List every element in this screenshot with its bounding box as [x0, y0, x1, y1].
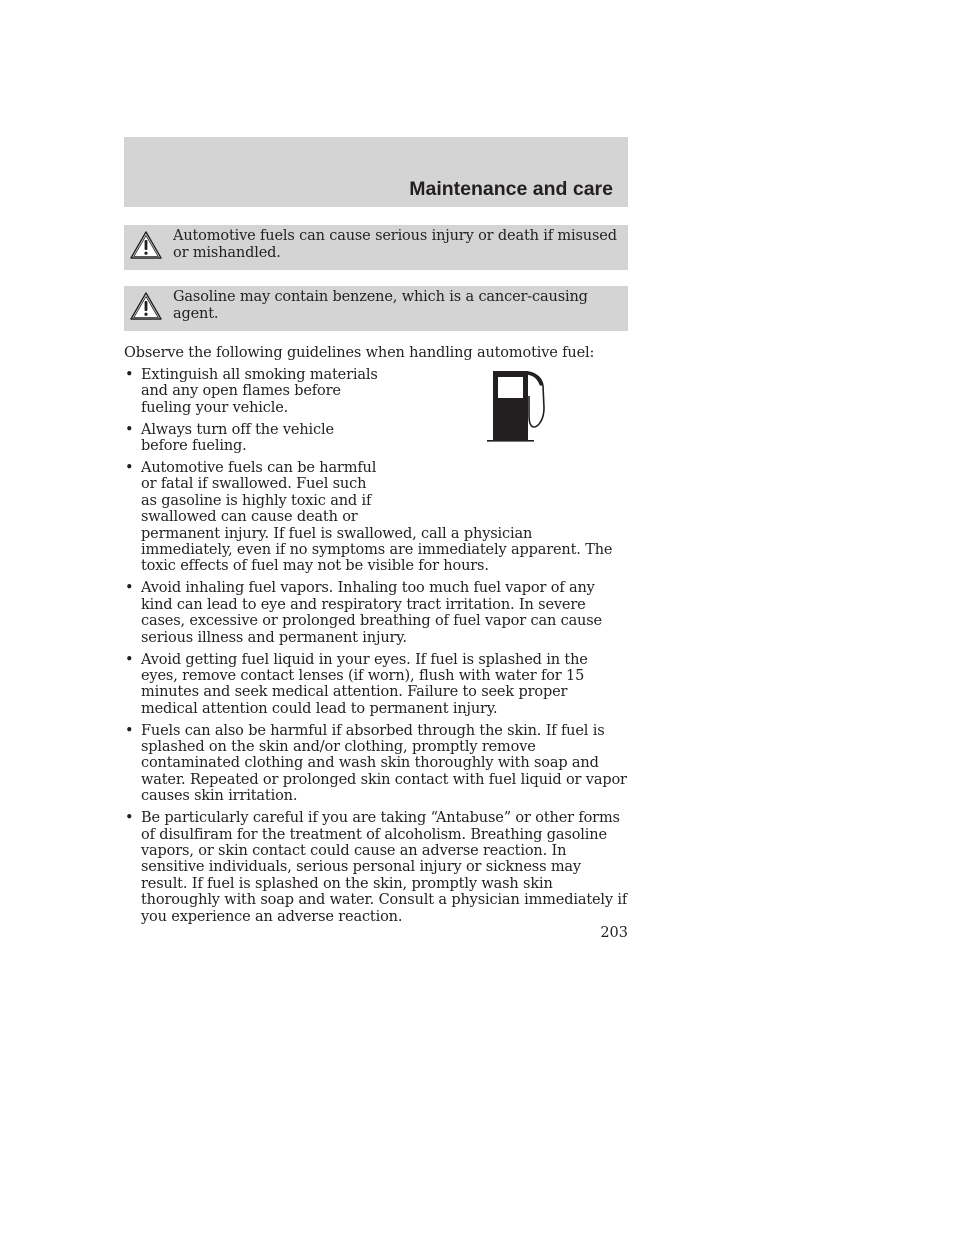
list-item-text-part-2: permanent injury. If fuel is swallowed, call a physician immediately, even if no symptoms are immediately apparent. The toxic effects of fuel may not be visible for hours.: [141, 525, 613, 575]
bullet-marker: •: [125, 722, 134, 739]
warning-box-benzene: [124, 286, 628, 331]
warning-box-fuel-injury: [124, 225, 628, 270]
list-item-text: Always turn off the vehicle before fueling.: [141, 421, 334, 455]
list-item-text-part-1: Automotive fuels can be harmful or fatal if swallowed. Fuel such as gasoline is highly toxic and if swallowed can cause death or: [141, 460, 377, 526]
list-item: [124, 723, 628, 805]
list-item-text: Fuels can also be harmful if absorbed through the skin. If fuel is splashed on the skin and/or clothing, promptly remove contaminated clothing and wash skin thoroughly with soap and water. Repeated or prolonged skin contact with fuel liquid or vapor causes skin irritation.: [141, 722, 627, 805]
list-item-text: Extinguish all smoking materials and any open flames before fueling your vehicle.: [141, 367, 378, 416]
bullet-marker: •: [125, 460, 134, 477]
warning-triangle-icon: [129, 230, 163, 260]
page-number: 203: [600, 925, 628, 941]
bullet-marker: •: [125, 367, 134, 383]
list-item: [124, 580, 628, 646]
list-item: [124, 422, 381, 455]
list-item-text: Avoid getting fuel liquid in your eyes. If fuel is splashed in the eyes, remove contact lenses (if worn), flush with water for 15 minutes and seek medical attention. Failure to seek proper medical attention could lead to permanent injury.: [141, 651, 588, 717]
list-item: [124, 460, 628, 575]
list-item: [124, 367, 381, 416]
bullet-marker: •: [125, 580, 134, 597]
warning-text: Automotive fuels can cause serious injury or death if misused or mishandled.: [173, 228, 617, 261]
warning-text: Gasoline may contain benzene, which is a cancer-causing agent.: [173, 289, 588, 322]
list-item: [124, 810, 628, 925]
intro-paragraph: Observe the following guidelines when handling automotive fuel:: [124, 345, 595, 361]
fuel-guidelines-list: [124, 367, 628, 931]
list-item-text: Be particularly careful if you are taking “Antabuse” or other forms of disulfiram for the treatment of alcoholism. Breathing gasoline vapors, or skin contact could cause an adverse reaction. In sensitive individuals, serious personal injury or sickness may result. If fuel is splashed on the skin, promptly wash skin thoroughly with soap and water. Consult a physician immediately if you experience an adverse reaction.: [141, 810, 628, 925]
bullet-marker: •: [125, 421, 134, 438]
section-header: [124, 137, 628, 207]
section-title: Maintenance and care: [409, 178, 613, 200]
list-item: [124, 652, 628, 718]
bullet-marker: •: [125, 810, 134, 827]
list-item-text: Avoid inhaling fuel vapors. Inhaling too much fuel vapor of any kind can lead to eye and respiratory tract irritation. In severe cases, excessive or prolonged breathing of fuel vapor can cause serious illness and permanent injury.: [141, 580, 602, 646]
warning-triangle-icon: [129, 291, 163, 321]
bullet-marker: •: [125, 651, 134, 668]
